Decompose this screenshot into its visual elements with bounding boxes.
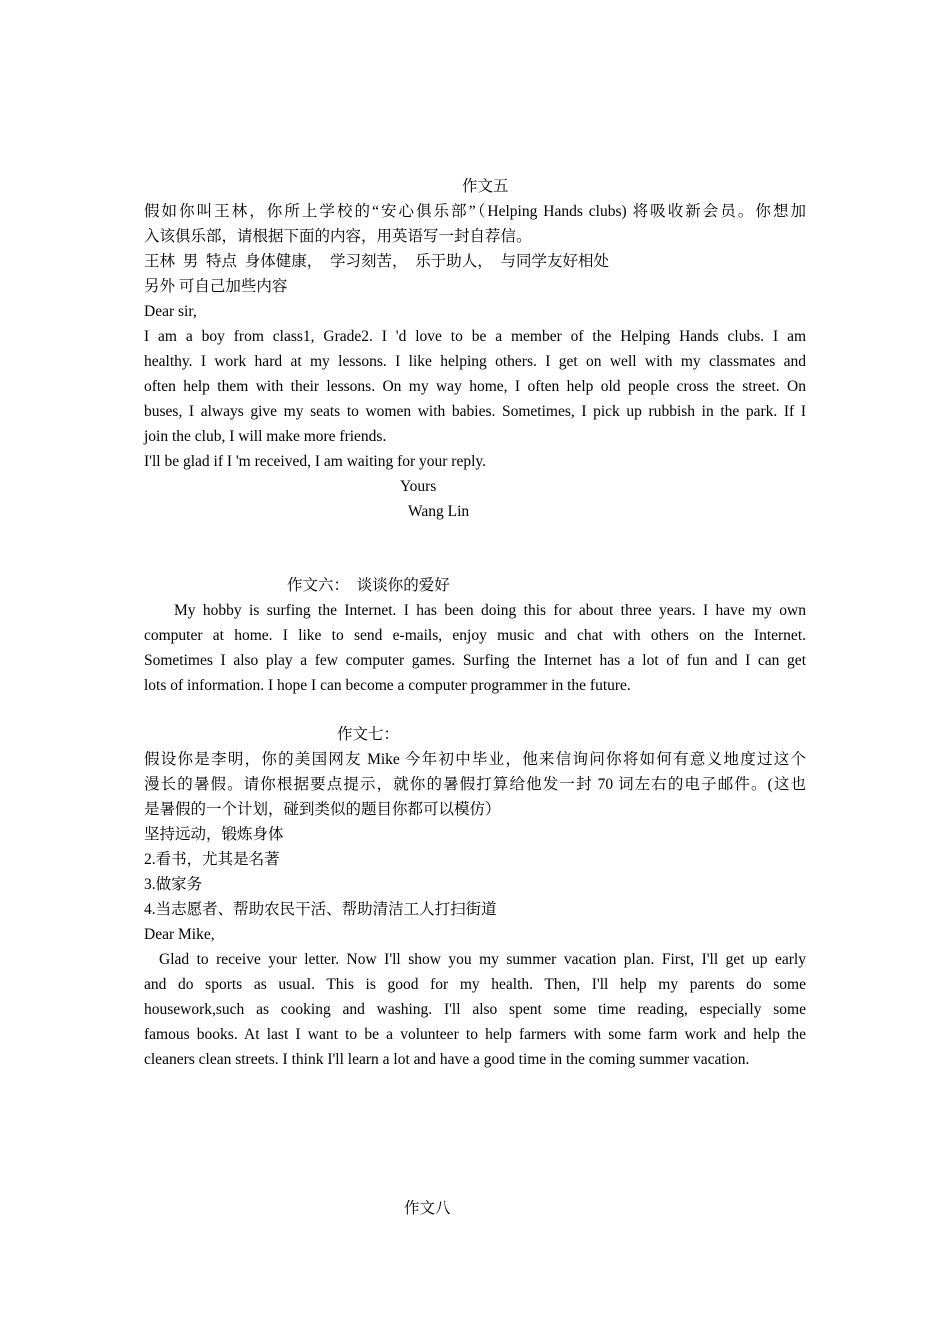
- essay7-salutation: Dear Mike,: [144, 926, 215, 943]
- essay5-prompt-line-2: 入该俱乐部，请根据下面的内容，用英语写一封自荐信。: [144, 228, 532, 245]
- essay7-body-line: and do sports as usual. This is good for my health. Then, I'll help my parents do some: [144, 976, 806, 993]
- essay5-body-line: often help them with their lessons. On my way home, I often help old people cross the street. On: [144, 378, 806, 395]
- essay6-body-line: computer at home. I like to send e-mails, enjoy music and chat with others on the Internet.: [144, 627, 806, 644]
- essay6-body-line: Sometimes I also play a few computer games. Surfing the Internet has a lot of fun and I can get: [144, 652, 806, 669]
- essay6-body-line: lots of information. I hope I can become a computer programmer in the future.: [144, 677, 631, 694]
- essay5-signature: Wang Lin: [408, 503, 470, 520]
- essay5-body-line: healthy. I work hard at my lessons. I like helping others. I get on well with my classmates and: [144, 353, 806, 370]
- essay6-heading: 作文六： 谈谈你的爱好: [287, 577, 450, 594]
- essay5-closing-line: I'll be glad if I 'm received, I am waiting for your reply.: [144, 453, 487, 470]
- essay5-body-line: I am a boy from class1, Grade2. I 'd love to be a member of the Helping Hands clubs. I am: [144, 328, 806, 345]
- essay7-body-line: famous books. At last I want to be a volunteer to help farmers with some farm work and help the: [144, 1026, 806, 1043]
- essay7-body-line: housework,such as cooking and washing. I'll also spent some time reading, especially some: [144, 1001, 806, 1018]
- essay5-heading: 作文五: [462, 178, 509, 195]
- essay7-prompt-line-1: 假设你是李明，你的美国网友 Mike 今年初中毕业，他来信询问你将如何有意义地度过这个: [144, 751, 806, 768]
- essay7-body-line: cleaners clean streets. I think I'll learn a lot and have a good time in the coming summer vacation.: [144, 1051, 750, 1068]
- essay7-point-1: 坚持远动，锻炼身体: [144, 826, 284, 843]
- essay6-body-line: My hobby is surfing the Internet. I has been doing this for about three years. I have my own: [174, 602, 806, 619]
- essay5-points: 王林 男 特点 身体健康， 学习刻苦， 乐于助人， 与同学友好相处: [144, 253, 610, 270]
- essay5-body-line: join the club, I will make more friends.: [144, 428, 387, 445]
- essay7-body-line: Glad to receive your letter. Now I'll show you my summer vacation plan. First, I'll get up early: [159, 951, 806, 968]
- essay7-point-4: 4.当志愿者、帮助农民干活、帮助清洁工人打扫街道: [144, 901, 497, 918]
- essay7-prompt-line-3: 是暑假的一个计划，碰到类似的题目你都可以模仿）: [144, 801, 501, 818]
- essay7-heading: 作文七：: [337, 726, 400, 743]
- essay5-salutation: Dear sir,: [144, 303, 197, 320]
- essay5-prompt-line-1: 假如你叫王林，你所上学校的“安心俱乐部”（Helping Hands clubs) 将吸收新会员。你想加: [144, 203, 806, 220]
- essay5-sign-off: Yours: [400, 478, 437, 495]
- essay7-point-3: 3.做家务: [144, 876, 203, 893]
- essay7-point-2: 2.看书，尤其是名著: [144, 851, 280, 868]
- essay5-extra-note: 另外 可自己加些内容: [144, 278, 288, 295]
- essay7-prompt-line-2: 漫长的暑假。请你根据要点提示，就你的暑假打算给他发一封 70 词左右的电子邮件。(这也: [144, 776, 806, 793]
- essay8-heading: 作文八: [404, 1200, 451, 1217]
- essay5-body-line: buses, I always give my seats to women with babies. Sometimes, I pick up rubbish in the park. If I: [144, 403, 806, 420]
